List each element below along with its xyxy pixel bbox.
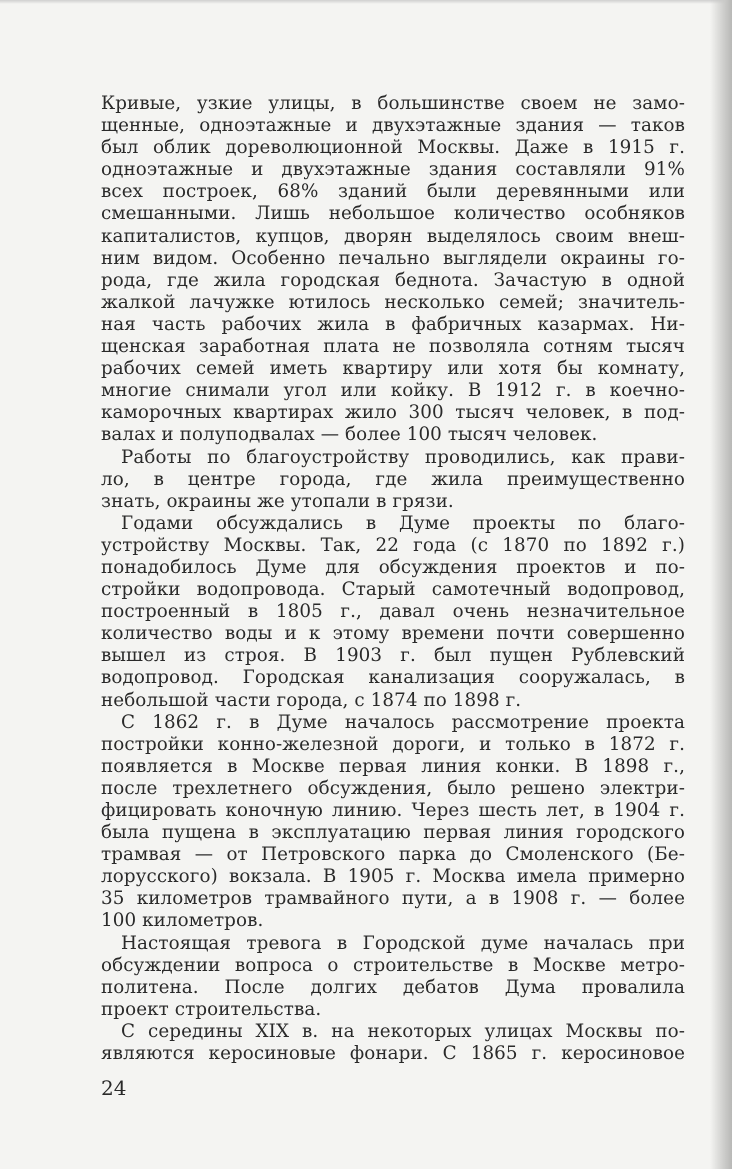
text-line: постройки конно-железной дороги, и только в 1872 г. xyxy=(101,733,685,755)
text-line: фицировать коночную линию. Через шесть лет, в 1904 г. xyxy=(101,800,685,821)
text-line: проект строительства. xyxy=(101,998,322,1020)
paragraph-4 xyxy=(101,712,685,933)
text-line: рабочих семей иметь квартиру или хотя бы комнату, xyxy=(101,358,685,380)
text-line: жалкой лачужке ютилось несколько семей; значитель- xyxy=(101,291,685,313)
text-line: каморочных квартирах жило 300 тысяч человек, в под- xyxy=(101,402,685,424)
paragraph-3 xyxy=(101,513,685,712)
text-line: Годами обсуждались в Думе проекты по благо- xyxy=(121,512,685,534)
text-line: устройству Москвы. Так, 22 года (с 1870 по 1892 г.) xyxy=(101,534,685,556)
text-line: появляется в Москве первая линия конки. В 1898 г., xyxy=(101,755,685,777)
paragraph-5 xyxy=(101,933,685,1021)
text-line: капиталистов, купцов, дворян выделялось своим внеш- xyxy=(101,225,685,247)
text-line: небольшой части города, с 1874 по 1898 г. xyxy=(101,689,522,711)
text-line: щенская заработная плата не позволяла сотням тысяч xyxy=(101,336,685,358)
text-line: количество воды и к этому времени почти совершенно xyxy=(101,623,685,645)
text-line: Настоящая тревога в Городской думе началась при xyxy=(121,932,685,954)
text-line: лорусского) вокзала. В 1905 г. Москва имела примерно xyxy=(101,866,685,888)
text-line: знать, окраины же утопали в грязи. xyxy=(101,490,454,512)
text-line: Кривые, узкие улицы, в большинстве своем не замо- xyxy=(101,93,685,114)
text-line: был облик дореволюционной Москвы. Даже в 1915 г. xyxy=(101,137,685,159)
paragraph-6 xyxy=(101,1021,685,1065)
page-text-block xyxy=(101,93,685,1065)
text-line: политена. После долгих дебатов Дума провалила xyxy=(101,976,685,998)
text-line: валах и полуподвалах — более 100 тысяч человек. xyxy=(101,424,598,446)
text-line: вышел из строя. В 1903 г. был пущен Рублевский xyxy=(101,645,685,667)
text-line: Работы по благоустройству проводились, как прави- xyxy=(121,446,685,468)
text-line: С 1862 г. в Думе началось рассмотрение проекта xyxy=(121,711,685,733)
text-line: 35 километров трамвайного пути, а в 1908 г. — более xyxy=(101,888,685,910)
text-line: стройки водопровода. Старый самотечный водопровод, xyxy=(101,579,685,601)
text-line: являются керосиновые фонари. С 1865 г. керосиновое xyxy=(101,1043,685,1065)
text-line: ло, в центре города, где жила преимущественно xyxy=(101,468,685,490)
paragraph-1 xyxy=(101,93,685,447)
text-line: трамвая — от Петровского парка до Смоленского (Бе- xyxy=(101,844,685,866)
paragraph-2 xyxy=(101,447,685,513)
text-line: одноэтажные и двухэтажные здания составляли 91% xyxy=(101,159,685,181)
text-line: была пущена в эксплуатацию первая линия городского xyxy=(101,822,685,844)
text-line: водопровод. Городская канализация сооружалась, в xyxy=(101,667,685,689)
text-line: 100 километров. xyxy=(101,910,264,932)
page-right-edge xyxy=(710,0,732,1169)
text-line: щенные, одноэтажные и двухэтажные здания — таков xyxy=(101,115,685,137)
page-top-edge xyxy=(0,0,732,4)
text-line: всех построек, 68% зданий были деревянными или xyxy=(101,181,685,203)
text-line: после трехлетнего обсуждения, было решено электри- xyxy=(101,777,685,799)
text-line: понадобилось Думе для обсуждения проектов и по- xyxy=(101,556,685,578)
text-line: построенный в 1805 г., давал очень незначительное xyxy=(101,601,685,623)
text-line: смешанными. Лишь небольшое количество особняков xyxy=(101,203,685,225)
text-line: многие снимали угол или койку. В 1912 г. в коечно- xyxy=(101,380,685,402)
text-line: ним видом. Особенно печально выглядели окраины го- xyxy=(101,247,685,269)
text-line: ная часть рабочих жила в фабричных казармах. Ни- xyxy=(101,313,685,335)
text-line: рода, где жила городская беднота. Зачастую в одной xyxy=(101,269,685,291)
text-line: С середины XIX в. на некоторых улицах Москвы по- xyxy=(121,1020,685,1042)
text-line: обсуждении вопроса о строительстве в Москве метро- xyxy=(101,954,685,976)
page-number: 24 xyxy=(101,1076,127,1100)
